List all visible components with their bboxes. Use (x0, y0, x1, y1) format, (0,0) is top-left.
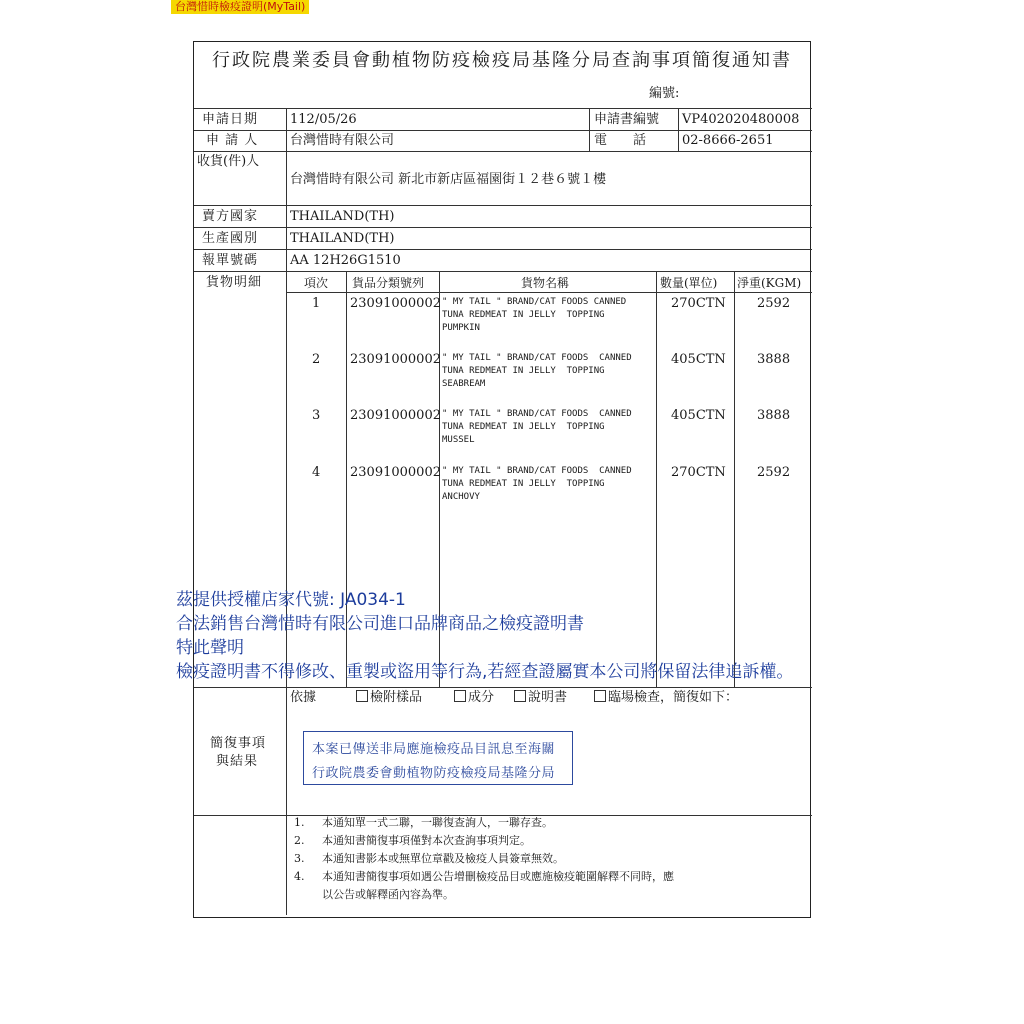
row4-code: 23091000002 (350, 465, 441, 480)
basis-onsite-option (594, 690, 738, 706)
basis-manual-option (514, 690, 567, 706)
overlay-warning: 檢疫證明書不得修改、重製或盜用等行為,若經查證屬實本公司將保留法律追訴權。 (176, 662, 794, 682)
note-1: 1. 本通知單一式二聯，一聯復查詢人，一聯存查。 (294, 816, 553, 829)
row4-goods-name: " MY TAIL " BRAND/CAT FOODS CANNED TUNA REDMEAT IN JELLY TOPPING ANCHOVY (442, 466, 632, 502)
serial-label: 編號: (649, 86, 680, 101)
overlay-authorization: 合法銷售台灣惜時有限公司進口品牌商品之檢疫證明書 (176, 614, 584, 634)
col-line (678, 108, 679, 151)
stamp-line1: 本案已傳送非局應施檢疫品目訊息至海關 (312, 742, 556, 757)
row1-qty: 270CTN (671, 296, 726, 311)
note-3: 3. 本通知書影本或無單位章戳及檢疫人員簽章無效。 (294, 852, 564, 865)
col-header-quantity: 數量(單位) (660, 276, 718, 290)
row4-no: 4 (312, 465, 321, 480)
sample-option-label: 檢附樣品 (370, 690, 423, 705)
row1-weight: 2592 (757, 296, 791, 311)
row4-weight: 2592 (757, 465, 791, 480)
row3-weight: 3888 (757, 408, 791, 423)
result-label-line1: 簡復事項 (210, 736, 267, 751)
row2-weight: 3888 (757, 352, 791, 367)
phone-value: 02-8666-2651 (682, 133, 774, 148)
overlay-store-code: 茲提供授權店家代號: JA034-1 (176, 590, 406, 610)
col-line (656, 271, 657, 687)
col-header-item-no: 項次 (304, 276, 329, 290)
phone-label: 電 話 (594, 133, 647, 148)
origin-label: 生產國別 (202, 231, 259, 246)
seller-country-value: THAILAND(TH) (290, 209, 395, 224)
overlay-declaration: 特此聲明 (176, 638, 244, 658)
consignee-label: 收貨(件)人 (197, 154, 260, 169)
note-4: 4. 本通知書簡復事項如遇公告增刪檢疫品目或應施檢疫範圍解釋不同時，應 (294, 870, 674, 883)
manual-checkbox[interactable] (514, 690, 526, 702)
row4-qty: 270CTN (671, 465, 726, 480)
seller-country-label: 賣方國家 (202, 209, 259, 224)
basis-sample-option (356, 690, 422, 706)
applicant-value: 台灣惜時有限公司 (290, 133, 395, 148)
onsite-checkbox[interactable] (594, 690, 606, 702)
app-no-label: 申請書編號 (594, 112, 660, 127)
sample-checkbox[interactable] (356, 690, 368, 702)
applicant-label: 申 請 人 (206, 133, 259, 148)
col-header-hs-code: 貨品分類號列 (352, 276, 425, 290)
form-title: 行政院農業委員會動植物防疫檢疫局基隆分局查詢事項簡復通知書 (212, 50, 792, 71)
app-no-value: VP402020480008 (682, 112, 800, 127)
row3-qty: 405CTN (671, 408, 726, 423)
declaration-label: 報單號碼 (202, 253, 259, 268)
row3-code: 23091000002 (350, 408, 441, 423)
note-2: 2. 本通知書簡復事項僅對本次查詢事項判定。 (294, 834, 531, 847)
row1-code: 23091000002 (350, 296, 441, 311)
row3-no: 3 (312, 408, 321, 423)
declaration-value: AA 12H26G1510 (290, 253, 401, 268)
col-header-goods-name: 貨物名稱 (521, 276, 570, 290)
row1-no: 1 (312, 296, 321, 311)
origin-value: THAILAND(TH) (290, 231, 395, 246)
result-label-line2: 與結果 (216, 754, 259, 769)
notice-form (193, 41, 811, 918)
row3-goods-name: " MY TAIL " BRAND/CAT FOODS CANNED TUNA REDMEAT IN JELLY TOPPING MUSSEL (442, 409, 632, 445)
result-stamp (303, 731, 573, 785)
ingredient-option-label: 成分 (468, 690, 495, 705)
row2-code: 23091000002 (350, 352, 441, 367)
ingredient-checkbox[interactable] (454, 690, 466, 702)
note-4-cont: 以公告或解釋函內容為準。 (322, 888, 454, 901)
consignee-value: 台灣惜時有限公司 新北市新店區福園街１２巷６號１樓 (290, 172, 607, 187)
col-header-net-weight: 淨重(KGM) (737, 276, 802, 290)
basis-ingredient-option (454, 690, 494, 706)
goods-section-label: 貨物明細 (206, 275, 263, 290)
row2-no: 2 (312, 352, 321, 367)
date-label: 申請日期 (202, 112, 259, 127)
manual-option-label: 說明書 (528, 690, 568, 705)
basis-label: 依據 (290, 690, 317, 705)
col-line (734, 271, 735, 687)
stamp-line2: 行政院農委會動植物防疫檢疫局基隆分局 (312, 766, 556, 781)
row1-goods-name: " MY TAIL " BRAND/CAT FOODS CANNED TUNA REDMEAT IN JELLY TOPPING PUMPKIN (442, 297, 627, 333)
row2-goods-name: " MY TAIL " BRAND/CAT FOODS CANNED TUNA REDMEAT IN JELLY TOPPING SEABREAM (442, 353, 632, 389)
document-header-tag: 台灣惜時檢疫證明(MyTail) (171, 0, 309, 14)
onsite-option-label: 臨場檢查，簡復如下： (608, 690, 739, 705)
row2-qty: 405CTN (671, 352, 726, 367)
col-line (589, 108, 590, 151)
label-column-line (286, 108, 287, 915)
date-value: 112/05/26 (290, 112, 357, 127)
